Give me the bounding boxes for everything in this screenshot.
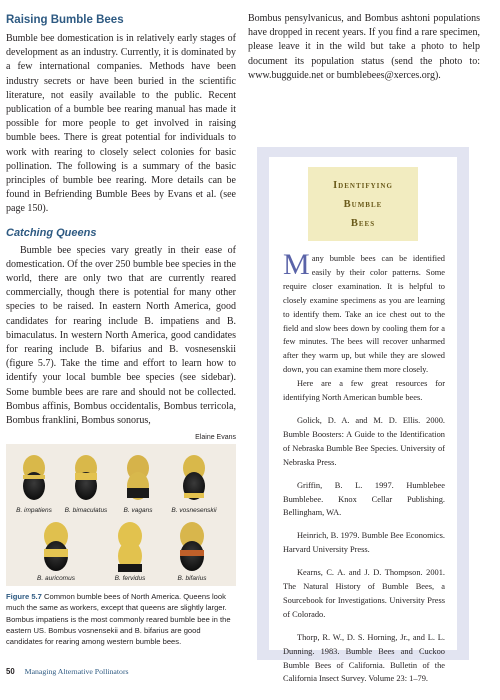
bee-impatiens [23, 455, 45, 500]
reference-item: Thorp, R. W., D. S. Horning, Jr., and L. L. Dunning. 1983. Bumble Bees and Cuckoo Bumble Bees of California. Bulletin of the California Insect Survey. Volume 23: 1–79. [283, 632, 445, 684]
bee-auricomus [44, 522, 68, 571]
sidebar-heading-line: Identifying [333, 179, 393, 191]
bee-vagans [127, 455, 149, 500]
species-label-top: B. vagans [123, 507, 153, 515]
species-label-top: B. bimaculatus [64, 507, 108, 515]
reference-item: Golick, D. A. and M. D. Ellis. 2000. Bumble Boosters: A Guide to the Identification of Nebraska Bumble Bee Species. University of Nebraska Press. [283, 415, 445, 467]
resources-intro: Here are a few great resources for identifying North American bumble bees. [283, 379, 445, 403]
sidebar-intro-text: any bumble bees can be identified easily by their color patterns. Some require closer examination. It is helpful to closely examine specimens as you are learning to identify them. Take an ice chest out to the field and slow bees down by cooling them for a few minutes. The bees will recover unharmed after they warm up, but while they are slowed down, you can examine them more closely. [283, 254, 445, 375]
species-label-bottom: B. bifarius [177, 575, 207, 583]
bumble-bee-specimens-photo [6, 444, 236, 586]
figure-caption-text: Common bumble bees of North America. Queens look much the same as workers, except that queens are slightly larger. Bombus impatiens is the most commonly reared bumble bee in the eastern US. Bombus vosnensekii and B. bifarius are good candidates for rearing among western bumble bees. [6, 592, 231, 647]
bee-vosnesenskii [183, 455, 205, 500]
bee-specimens-image [6, 444, 236, 586]
section-heading: Raising Bumble Bees [6, 14, 124, 26]
sidebar-intro [283, 248, 445, 377]
drop-cap: M [283, 248, 310, 281]
reference-item: Kearns, C. A. and J. D. Thompson. 2001. The Natural History of Bumble Bees, a Sourcebook for Investigations. University Press of Colorado. [283, 568, 445, 619]
species-label-bottom: B. auricomus [37, 575, 75, 583]
figure-label: Figure 5.7 [6, 592, 42, 602]
sidebar-heading-line: Bees [350, 217, 376, 229]
subsection-heading: Catching Queens [6, 226, 97, 239]
catching-queens-paragraph: Bumble bee species vary greatly in their ease of domestication. Of the over 250 bumble bee species in the world, there are only two that are currently reared commercially, though there is potential for many other species to be raised. In eastern North America, good candidates for rearing include B. impatiens and B. bimaculatus. In western North America, good candidates for rearing include B. bifarius and B. vosnesenskii (figure 5.7). Take the time and effort to learn how to identify your local bumble bee species (see sidebar). Some bumble bees are rare and should not be collected. Bombus affinis, Bombus occidentalis, Bombus terricola, Bombus franklini, Bombus sonorus, [6, 244, 236, 427]
species-label-top: B. impatiens [16, 507, 52, 515]
page-number: 50 [6, 667, 15, 676]
sidebar-body [283, 248, 445, 686]
continued-paragraph: Bombus pensylvanicus, and Bombus ashtoni populations have dropped in recent years. If you find a rare specimen, please leave it in the wild but take a photo to help document its population status (send the photo to: www.bugguide.net or bumblebees@xerces.org). [248, 13, 480, 81]
running-title: Managing Alternative Pollinators [24, 667, 129, 676]
left-column [6, 14, 236, 647]
species-label-bottom: B. fervidus [114, 575, 146, 583]
bee-bifarius [180, 522, 204, 571]
right-column [248, 12, 480, 83]
intro-paragraph: Bumble bee domestication is in relatively early stages of development as an industry. Currently, it is dominated by a few international companies. Methods have been industry secrets or have been buried in the scientific literature, not easily available to the public. Recent publication of a bumble bee rearing manual has made it possible for more people to get involved in raising bumble bees. There is great potential for individuals to work with rearing to closely select colonies for basic pollination. The following is a summary of the basic principles of bumble bee rearing. More details can be found in Befriending Bumble Bees by Evans et al. (see page 150). [6, 33, 236, 215]
species-label-top: B. vosnesenskii [171, 507, 217, 515]
sidebar-heading-line: Bumble [343, 198, 383, 210]
sidebar-panel [269, 157, 457, 684]
reference-item: Heinrich, B. 1979. Bumble Bee Economics. Harvard University Press. [283, 531, 445, 555]
page-footer [6, 667, 129, 676]
sidebar-heading [308, 167, 418, 241]
bee-bimaculatus [75, 455, 97, 500]
bee-fervidus [118, 522, 142, 572]
figure-caption [6, 591, 236, 647]
reference-item: Griffin, B. L. 1997. Humblebee Bumblebee. Knox Cellar Publishing. Bellingham, WA. [283, 480, 445, 518]
sidebar-box [257, 147, 469, 684]
photo-credit: Elaine Evans [195, 434, 236, 442]
